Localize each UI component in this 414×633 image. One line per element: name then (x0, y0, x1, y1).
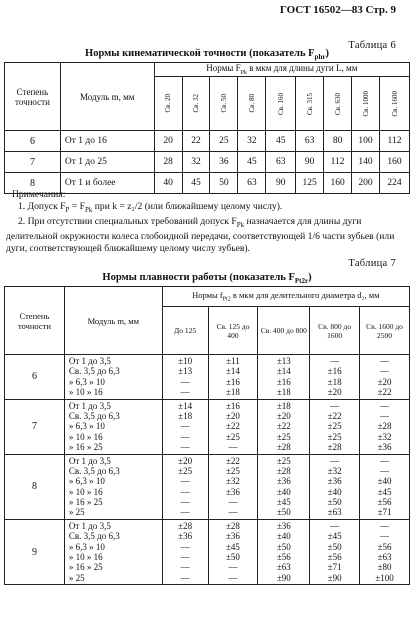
table7 (4, 286, 410, 585)
t7-value: ±100 (375, 572, 394, 583)
t7-value: ±16 (225, 376, 240, 387)
t7-value: — (228, 562, 238, 573)
t7-diameter-header: До 125 (162, 307, 208, 355)
t7-value: ±45 (276, 497, 291, 508)
t6-value: 160 (380, 152, 410, 173)
t7-value-column (258, 399, 310, 454)
t7-value: ±50 (276, 507, 291, 518)
t7-module-list (64, 399, 162, 454)
t7-module: » 6,3 » 10 (68, 376, 105, 387)
t7-value: — (180, 552, 190, 563)
t7-value: — (180, 476, 190, 487)
t7-value: ±36 (276, 476, 291, 487)
t7-value: — (180, 497, 190, 508)
t7-value: — (180, 376, 190, 387)
t7-value: ±13 (178, 366, 193, 377)
t6-degree: 8 (5, 173, 61, 194)
t7-module: Св. 3,5 до 6,3 (68, 465, 120, 476)
t7-value: — (380, 410, 390, 421)
t7-value: ±16 (276, 376, 291, 387)
t7-value: ±50 (225, 552, 240, 563)
t7-module: От 1 до 3,5 (68, 400, 111, 411)
t6-length-header (352, 77, 380, 131)
note-2: 2. При отсутствии специальных требований допуск $F_{Pk}$ назначается для длины дуги делительной окружности колеса глобоидной передачи, соответствующей 1/6 части зубьев (или дуги, соответствующей ближайшему целому числу зубьев). (6, 215, 395, 254)
t7-module: » 10 » 16 (68, 431, 103, 442)
t6-length-label: Св. 1000 (361, 90, 370, 117)
t7-value: — (380, 366, 390, 377)
t6-value: 63 (296, 131, 324, 152)
t7-value: ±40 (327, 486, 342, 497)
t7-value: ±32 (377, 431, 392, 442)
t7-value: ±63 (327, 507, 342, 518)
t7-value: ±40 (276, 486, 291, 497)
t7-value: ±18 (225, 387, 240, 398)
t6-length-label: Св. 160 (276, 92, 285, 115)
t6-length-header (210, 77, 238, 131)
notes-heading: Примечания: (12, 189, 66, 200)
t7-value: — (228, 507, 238, 518)
t7-module: От 1 до 3,5 (68, 520, 111, 531)
t6-value: 40 (154, 173, 182, 194)
t7-value: ±25 (276, 431, 291, 442)
notes (6, 189, 406, 254)
t7-value-column (208, 355, 258, 400)
t7-value-column (310, 519, 360, 584)
t6-value: 36 (210, 152, 238, 173)
t6-value: 28 (154, 152, 182, 173)
t7-module: » 6,3 » 10 (68, 476, 105, 487)
t7-value: ±71 (327, 562, 342, 573)
t6-length-header (266, 77, 296, 131)
t7-value: — (180, 562, 190, 573)
table-row (5, 519, 410, 584)
t7-value: ±56 (276, 552, 291, 563)
t6-degree: 6 (5, 131, 61, 152)
t7-value: ±28 (178, 520, 193, 531)
t7-value: ±40 (276, 531, 291, 542)
t6-length-header (296, 77, 324, 131)
t6-value: 45 (182, 173, 210, 194)
t6-length-label: Св. 630 (333, 92, 342, 115)
t6-length-label: Св. 32 (191, 94, 200, 113)
t7-value-column (162, 454, 208, 519)
t7-module: » 25 (68, 572, 85, 583)
table-row (5, 355, 410, 400)
t7-value: ±28 (276, 465, 291, 476)
t7-value: — (380, 520, 390, 531)
t6-degree: 7 (5, 152, 61, 173)
table-row (5, 152, 410, 173)
t6-value: 140 (352, 152, 380, 173)
t6-value: 32 (182, 152, 210, 173)
t7-value: ±22 (225, 455, 240, 466)
t7-value: — (228, 572, 238, 583)
t7-module: » 6,3 » 10 (68, 421, 105, 432)
t7-value-column (360, 519, 410, 584)
t7-value: ±14 (225, 366, 240, 377)
t6-value: 25 (210, 131, 238, 152)
t7-value: — (180, 442, 190, 453)
t7-degree: 7 (5, 399, 65, 454)
t7-value-column (208, 399, 258, 454)
t7-value: ±56 (327, 552, 342, 563)
note-1: 1. Допуск $F_P = F_{Pk}$ при k = z₂/2 (или ближайшему целому числу). (18, 200, 283, 214)
t7-value: ±32 (225, 476, 240, 487)
t7-module: От 1 до 3,5 (68, 455, 111, 466)
t7-value: ±56 (377, 541, 392, 552)
t7-module: От 1 до 3,5 (68, 356, 111, 366)
t7-value: ±28 (377, 421, 392, 432)
t7-value: ±20 (178, 455, 193, 466)
t7-value: — (228, 497, 238, 508)
t7-value: ±18 (327, 376, 342, 387)
t7-value: ±22 (327, 410, 342, 421)
table6 (4, 62, 410, 194)
t7-value: ±20 (377, 376, 392, 387)
t6-length-label: Св. 80 (247, 94, 256, 113)
t7-value: ±36 (327, 476, 342, 487)
t6-value: 45 (238, 152, 266, 173)
t7-value: ±50 (327, 541, 342, 552)
t6-col-group: Нормы $F_{Pk}$ в мкм для длины дуги L, мм (154, 63, 409, 77)
t7-value: ±63 (377, 552, 392, 563)
t7-value: ±80 (377, 562, 392, 573)
t7-value: ±36 (178, 531, 193, 542)
t6-value: 22 (182, 131, 210, 152)
t7-value: ±63 (276, 562, 291, 573)
t6-value: 112 (324, 152, 352, 173)
t7-degree: 6 (5, 355, 65, 400)
t7-diameter-header: Св. 800 до 1600 (310, 307, 360, 355)
t7-value: ±36 (225, 486, 240, 497)
t7-value: ±18 (276, 400, 291, 411)
t7-value: ±71 (377, 507, 392, 518)
t7-value-column (162, 519, 208, 584)
t7-value-column (258, 519, 310, 584)
t7-value-column (208, 519, 258, 584)
t7-value: ±14 (178, 400, 193, 411)
t7-value: ±25 (225, 431, 240, 442)
t6-value: 50 (210, 173, 238, 194)
t7-module: » 10 » 16 (68, 486, 103, 497)
t7-value: ±25 (327, 431, 342, 442)
t7-value: ±25 (276, 455, 291, 466)
t6-module: От 1 до 25 (60, 152, 154, 173)
t7-degree: 8 (5, 454, 65, 519)
t6-value: 90 (296, 152, 324, 173)
t7-value: ±10 (178, 356, 193, 366)
t7-value-column (310, 399, 360, 454)
t7-module: » 25 (68, 507, 85, 518)
t7-diameter-header: Св. 400 до 800 (258, 307, 310, 355)
t6-value: 112 (380, 131, 410, 152)
t6-value: 125 (296, 173, 324, 194)
t7-value: — (180, 421, 190, 432)
t7-module: » 16 » 25 (68, 562, 103, 573)
t7-value: ±45 (225, 541, 240, 552)
t7-value: ±28 (276, 442, 291, 453)
t7-value: ±25 (327, 421, 342, 432)
t7-value: ±18 (276, 387, 291, 398)
t6-length-label: Св. 315 (305, 92, 314, 115)
t7-degree: 9 (5, 519, 65, 584)
t7-value: ±45 (377, 486, 392, 497)
t7-module: » 6,3 » 10 (68, 541, 105, 552)
t6-value: 80 (324, 131, 352, 152)
t7-value: ±56 (377, 497, 392, 508)
t7-module-list (64, 519, 162, 584)
t7-value: ±50 (276, 541, 291, 552)
table-row (5, 454, 410, 519)
t7-value: ±14 (276, 366, 291, 377)
t7-value: ±11 (226, 356, 240, 366)
t7-module: » 16 » 25 (68, 442, 103, 453)
t6-value: 200 (352, 173, 380, 194)
t6-value: 63 (238, 173, 266, 194)
t7-module: Св. 3,5 до 6,3 (68, 531, 120, 542)
t7-module-list (64, 355, 162, 400)
t7-value: — (180, 507, 190, 518)
t7-value: ±90 (276, 572, 291, 583)
t7-diameter-header: Св. 1600 до 2500 (360, 307, 410, 355)
t7-module-list (64, 454, 162, 519)
t7-col-module: Модуль m, мм (64, 287, 162, 355)
t7-value-column (162, 399, 208, 454)
t7-value: — (180, 541, 190, 552)
t6-length-header (154, 77, 182, 131)
t7-value: — (180, 431, 190, 442)
t7-value: ±45 (327, 531, 342, 542)
t6-value: 20 (154, 131, 182, 152)
t7-value: ±40 (377, 476, 392, 487)
t6-value: 45 (266, 131, 296, 152)
t7-value: — (380, 531, 390, 542)
table7-title: Нормы плавности работы (показатель $F_{Pt2r}$) (102, 272, 312, 286)
t7-value: ±50 (327, 497, 342, 508)
t7-value-column (360, 454, 410, 519)
table7-label: Таблица 7 (348, 258, 396, 269)
t7-value: — (330, 455, 340, 466)
t7-value: — (330, 400, 340, 411)
t7-value-column (360, 399, 410, 454)
table6-title: Нормы кинематической точности (показатель $F_{phr}$) (85, 48, 329, 62)
t7-module: Св. 3,5 до 6,3 (68, 410, 120, 421)
t6-value: 63 (266, 152, 296, 173)
t7-value-column (258, 454, 310, 519)
t7-value: — (228, 442, 238, 453)
t7-value: ±36 (377, 442, 392, 453)
table6-label: Таблица 6 (348, 40, 396, 51)
t7-value: ±90 (327, 572, 342, 583)
t7-value: ±36 (225, 531, 240, 542)
t7-value: ±13 (276, 356, 291, 366)
t7-value: — (180, 572, 190, 583)
table-row (5, 399, 410, 454)
t6-length-label: Св. 20 (164, 94, 173, 113)
t7-module: » 10 » 16 (68, 552, 103, 563)
t7-value-column (258, 355, 310, 400)
t7-value: ±28 (225, 520, 240, 531)
t6-length-header (238, 77, 266, 131)
t6-value: 224 (380, 173, 410, 194)
t6-module: От 1 до 16 (60, 131, 154, 152)
page-header: ГОСТ 16502—83 Стр. 9 (279, 4, 396, 16)
t7-value: ±16 (327, 366, 342, 377)
t7-value: ±20 (225, 410, 240, 421)
t7-value: — (330, 356, 340, 366)
t6-value: 90 (266, 173, 296, 194)
t7-value: ±20 (327, 387, 342, 398)
t6-value: 160 (324, 173, 352, 194)
t7-value: — (380, 400, 390, 411)
t6-length-header (182, 77, 210, 131)
t7-value-column (310, 355, 360, 400)
t7-module: » 10 » 16 (68, 387, 103, 398)
t6-value: 100 (352, 131, 380, 152)
t6-length-header (324, 77, 352, 131)
t7-col-degree: Степень точности (5, 287, 65, 355)
t6-length-header (380, 77, 410, 131)
t7-value: ±32 (327, 465, 342, 476)
t6-length-label: Св. 50 (219, 94, 228, 113)
t6-module: От 1 и более (60, 173, 154, 194)
t7-value: ±20 (276, 410, 291, 421)
t7-col-group: Нормы $f_{Pt2}$ в мкм для делительного диаметра d₂, мм (162, 287, 409, 307)
t7-value: ±22 (377, 387, 392, 398)
t7-module: » 16 » 25 (68, 497, 103, 508)
t7-value: — (180, 486, 190, 497)
t7-value: — (180, 387, 190, 398)
t7-value: ±28 (327, 442, 342, 453)
t6-col-module: Модуль m, мм (60, 63, 154, 131)
t7-value: ±25 (225, 465, 240, 476)
t7-value-column (162, 355, 208, 400)
t6-length-label: Св. 1600 (390, 90, 399, 117)
t6-col-degree: Степень точности (5, 63, 61, 131)
t7-module: Св. 3,5 до 6,3 (68, 366, 120, 377)
t7-value: — (330, 520, 340, 531)
t7-value: ±36 (276, 520, 291, 531)
t7-value: ±16 (225, 400, 240, 411)
table-row (5, 131, 410, 152)
t7-value: — (380, 455, 390, 466)
t7-value: ±22 (276, 421, 291, 432)
t6-value: 32 (238, 131, 266, 152)
t7-value-column (208, 454, 258, 519)
t7-value: ±25 (178, 465, 193, 476)
t7-value: — (380, 465, 390, 476)
t7-value: ±22 (225, 421, 240, 432)
t7-value-column (360, 355, 410, 400)
t7-diameter-header: Св. 125 до 400 (208, 307, 258, 355)
t7-value: ±18 (178, 410, 193, 421)
t7-value-column (310, 454, 360, 519)
t7-value: — (380, 356, 390, 366)
